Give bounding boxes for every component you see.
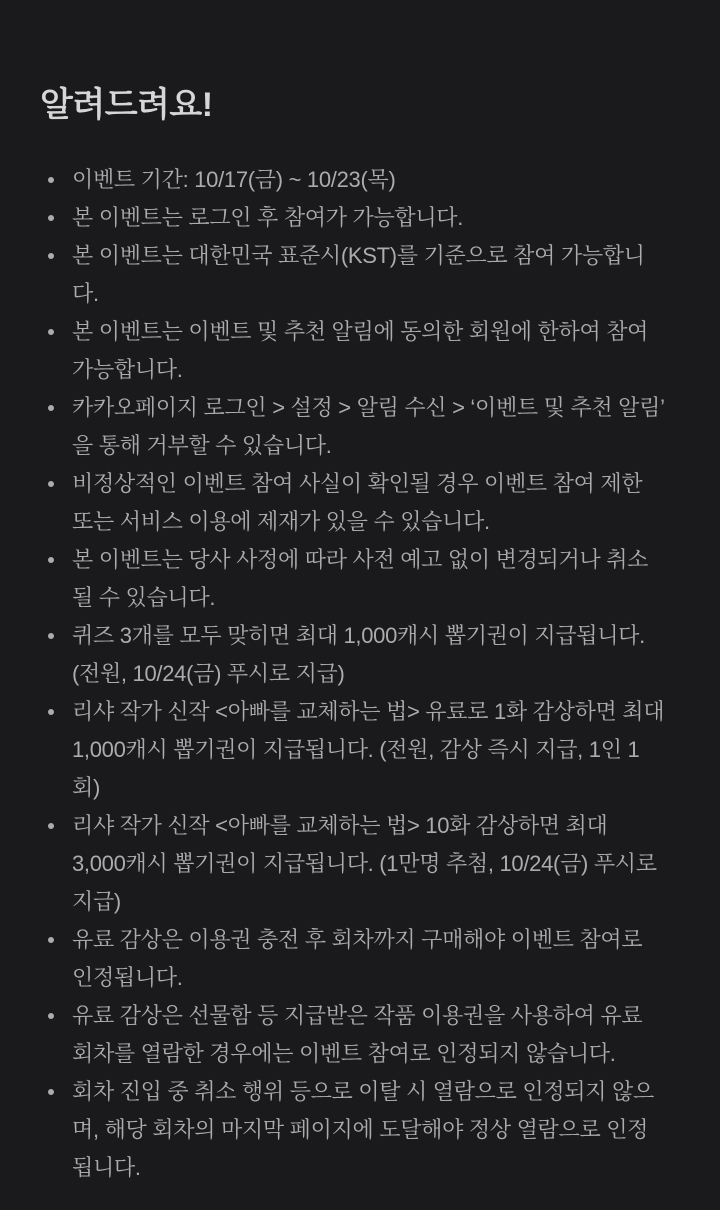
notice-title: 알려드려요! (40, 86, 213, 124)
notice-item-text: 본 이벤트는 대한민국 표준시(KST)를 기준으로 참여 가능합니다. (72, 243, 645, 306)
notice-item-text: 퀴즈 3개를 모두 맞히면 최대 1,000캐시 뽑기권이 지급됩니다. (전원, 10/24(금) 푸시로 지급) (72, 623, 645, 686)
bullet-icon (48, 633, 54, 639)
bullet-icon (48, 557, 54, 563)
notice-item (40, 921, 666, 997)
notice-item-text: 회차 진입 중 취소 행위 등으로 이탈 시 열람으로 인정되지 않으며, 해당 회차의 마지막 페이지에 도달해야 정상 열람으로 인정됩니다. (72, 1079, 654, 1180)
notice-item-text: 리샤 작가 신작 <아빠를 교체하는 법> 10화 감상하면 최대 3,000캐시 뽑기권이 지급됩니다. (1만명 추첨, 10/24(금) 푸시로 지급) (72, 813, 657, 914)
notice-item (40, 807, 666, 921)
notice-item-text: 유료 감상은 선물함 등 지급받은 작품 이용권을 사용하여 유료 회차를 열람한 경우에는 이벤트 참여로 인정되지 않습니다. (72, 1003, 643, 1066)
bullet-icon (48, 823, 54, 829)
notice-item (40, 161, 666, 199)
notice-item (40, 465, 666, 541)
notice-item (40, 389, 666, 465)
notice-item-text: 카카오페이지 로그인 > 설정 > 알림 수신 > ‘이벤트 및 추천 알림’ 을 통해 거부할 수 있습니다. (72, 395, 665, 458)
notice-item-text: 본 이벤트는 이벤트 및 추천 알림에 동의한 회원에 한하여 참여 가능합니다. (72, 319, 649, 382)
notice-item (40, 199, 666, 237)
notice-item-text: 이벤트 기간: 10/17(금) ~ 10/23(목) (72, 167, 396, 192)
notice-item (40, 237, 666, 313)
bullet-icon (48, 709, 54, 715)
notice-item-text: 본 이벤트는 당사 사정에 따라 사전 예고 없이 변경되거나 취소될 수 있습니다. (72, 547, 649, 610)
notice-item (40, 693, 666, 807)
notice-item (40, 313, 666, 389)
notice-list (40, 161, 666, 1187)
bullet-icon (48, 253, 54, 259)
bullet-icon (48, 177, 54, 183)
bullet-icon (48, 1013, 54, 1019)
bullet-icon (48, 481, 54, 487)
notice-item (40, 1073, 666, 1187)
bullet-icon (48, 1089, 54, 1095)
notice-item-text: 비정상적인 이벤트 참여 사실이 확인될 경우 이벤트 참여 제한 또는 서비스 이용에 제재가 있을 수 있습니다. (72, 471, 643, 534)
notice-item (40, 997, 666, 1073)
notice-item-text: 유료 감상은 이용권 충전 후 회차까지 구매해야 이벤트 참여로 인정됩니다. (72, 927, 643, 990)
bullet-icon (48, 405, 54, 411)
notice-item-text: 본 이벤트는 로그인 후 참여가 가능합니다. (72, 205, 464, 230)
bullet-icon (48, 937, 54, 943)
bullet-icon (48, 215, 54, 221)
notice-item (40, 617, 666, 693)
notice-item (40, 541, 666, 617)
bullet-icon (48, 329, 54, 335)
notice-item-text: 리샤 작가 신작 <아빠를 교체하는 법> 유료로 1화 감상하면 최대 1,000캐시 뽑기권이 지급됩니다. (전원, 감상 즉시 지급, 1인 1회) (72, 699, 665, 800)
